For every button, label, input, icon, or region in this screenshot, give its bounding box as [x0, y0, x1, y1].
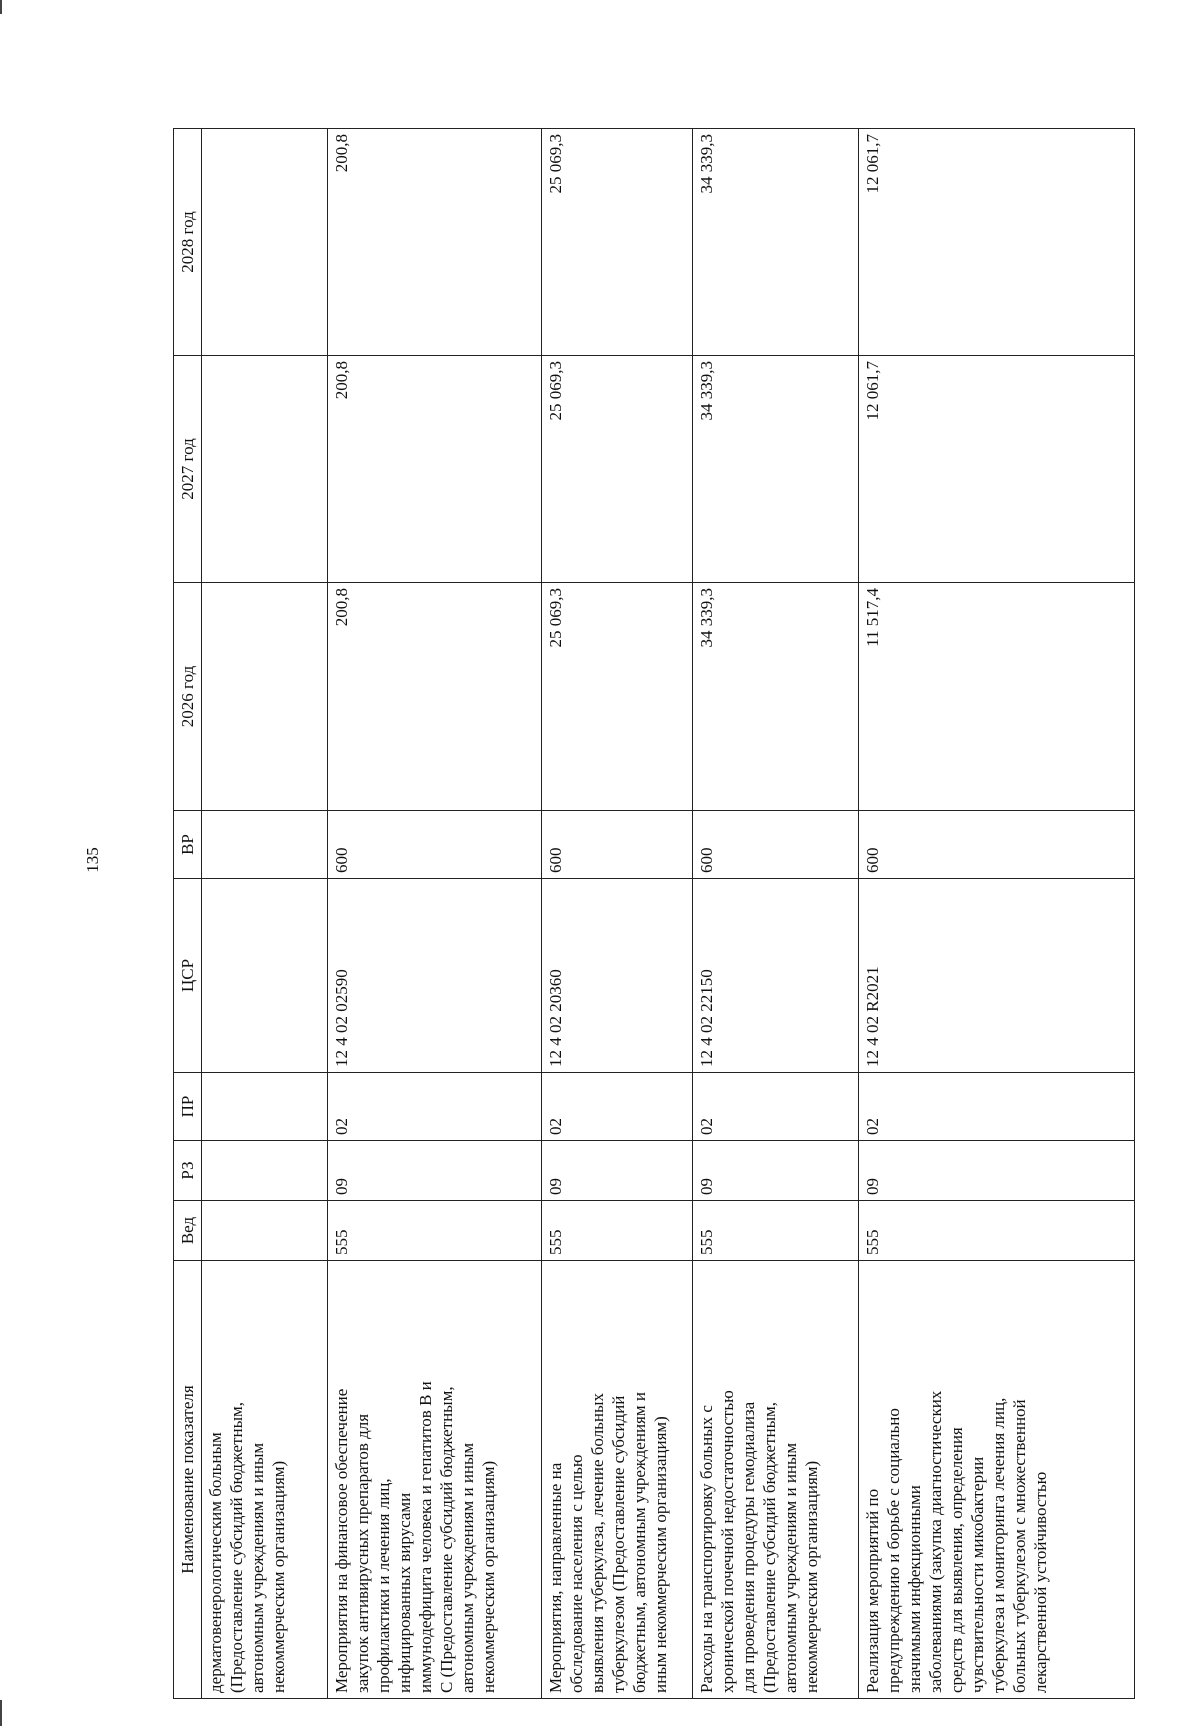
row-2027: 34 339,3: [692, 356, 858, 583]
row-2027: 200,8: [328, 356, 542, 583]
row-csr: 12 4 02 22150: [692, 879, 858, 1073]
row-2026: 34 339,3: [692, 583, 858, 811]
row-2028: 12 061,7: [858, 129, 1134, 356]
row-vr: 600: [692, 811, 858, 879]
table-row: [202, 129, 328, 1699]
header-vr: ВР: [174, 811, 202, 879]
row-pr: 02: [542, 1073, 692, 1141]
row-2026: 200,8: [328, 583, 542, 811]
table-row: [858, 129, 1134, 1699]
row-vr: [202, 811, 328, 879]
header-ved: Вед: [174, 1201, 202, 1261]
page-number: 135: [82, 847, 102, 873]
row-vr: 600: [328, 811, 542, 879]
row-2028: 25 069,3: [542, 129, 692, 356]
row-name: Реализация мероприятий по предупреждению и борьбе с социально значимыми инфекционными заболеваниями (закупка диагностических средств для выявления, определения чувствительности микобактерии туберкулеза и мониторинга лечения лиц, больных туберкулезом с множественной лекарственной устойчивостью: [858, 1261, 1134, 1699]
row-pr: 02: [692, 1073, 858, 1141]
scan-edge-mark: [0, 1700, 2, 1726]
row-2026: [202, 583, 328, 811]
row-2028: 200,8: [328, 129, 542, 356]
row-ved: 555: [542, 1201, 692, 1261]
header-2027: 2027 год: [174, 356, 202, 583]
row-2026: 11 517,4: [858, 583, 1134, 811]
table-row: [692, 129, 858, 1699]
row-rz: 09: [542, 1141, 692, 1201]
header-2026: 2026 год: [174, 583, 202, 811]
row-ved: 555: [858, 1201, 1134, 1261]
rotated-table-stage: [173, 129, 1135, 1699]
header-pr: ПР: [174, 1073, 202, 1141]
table-row: [328, 129, 542, 1699]
header-csr: ЦСР: [174, 879, 202, 1073]
row-2028: [202, 129, 328, 356]
row-name: Мероприятия, направленные на обследование населения с целью выявления туберкулеза, лечение больных туберкулезом (Предоставление субсидий бюджетным, автономным учреждениям и иным некоммерческим организациям): [542, 1261, 692, 1699]
header-rz: РЗ: [174, 1141, 202, 1201]
row-ved: 555: [692, 1201, 858, 1261]
table-header-row: [174, 129, 202, 1699]
row-csr: 12 4 02 20360: [542, 879, 692, 1073]
row-2028: 34 339,3: [692, 129, 858, 356]
budget-table: [173, 128, 1135, 1699]
row-2027: 25 069,3: [542, 356, 692, 583]
row-ved: [202, 1201, 328, 1261]
row-2026: 25 069,3: [542, 583, 692, 811]
row-rz: 09: [328, 1141, 542, 1201]
row-name: дерматовенерологическим больным (Предоставление субсидий бюджетным, автономным учреждениям и иным некоммерческим организациям): [202, 1261, 328, 1699]
row-vr: 600: [858, 811, 1134, 879]
row-csr: 12 4 02 R2021: [858, 879, 1134, 1073]
row-2027: 12 061,7: [858, 356, 1134, 583]
row-name: Расходы на транспортировку больных с хронической почечной недостаточностью для проведения процедуры гемодиализа (Предоставление субсидий бюджетным, автономным учреждениям и иным некоммерческим организациям): [692, 1261, 858, 1699]
row-2027: [202, 356, 328, 583]
row-csr: [202, 879, 328, 1073]
row-vr: 600: [542, 811, 692, 879]
table-row: [542, 129, 692, 1699]
row-rz: [202, 1141, 328, 1201]
row-pr: 02: [328, 1073, 542, 1141]
scan-edge-mark: [0, 0, 2, 14]
header-name: Наименование показателя: [174, 1261, 202, 1699]
header-2028: 2028 год: [174, 129, 202, 356]
row-pr: 02: [858, 1073, 1134, 1141]
row-rz: 09: [858, 1141, 1134, 1201]
row-name: Мероприятия на финансовое обеспечение закупок антивирусных препаратов для профилактики и лечения лиц, инфицированных вирусами иммунодефицита человека и гепатитов В и С (Предоставление субсидий бюджетным, автономным учреждениям и иным некоммерческим организациям): [328, 1261, 542, 1699]
row-ved: 555: [328, 1201, 542, 1261]
row-rz: 09: [692, 1141, 858, 1201]
row-csr: 12 4 02 02590: [328, 879, 542, 1073]
row-pr: [202, 1073, 328, 1141]
